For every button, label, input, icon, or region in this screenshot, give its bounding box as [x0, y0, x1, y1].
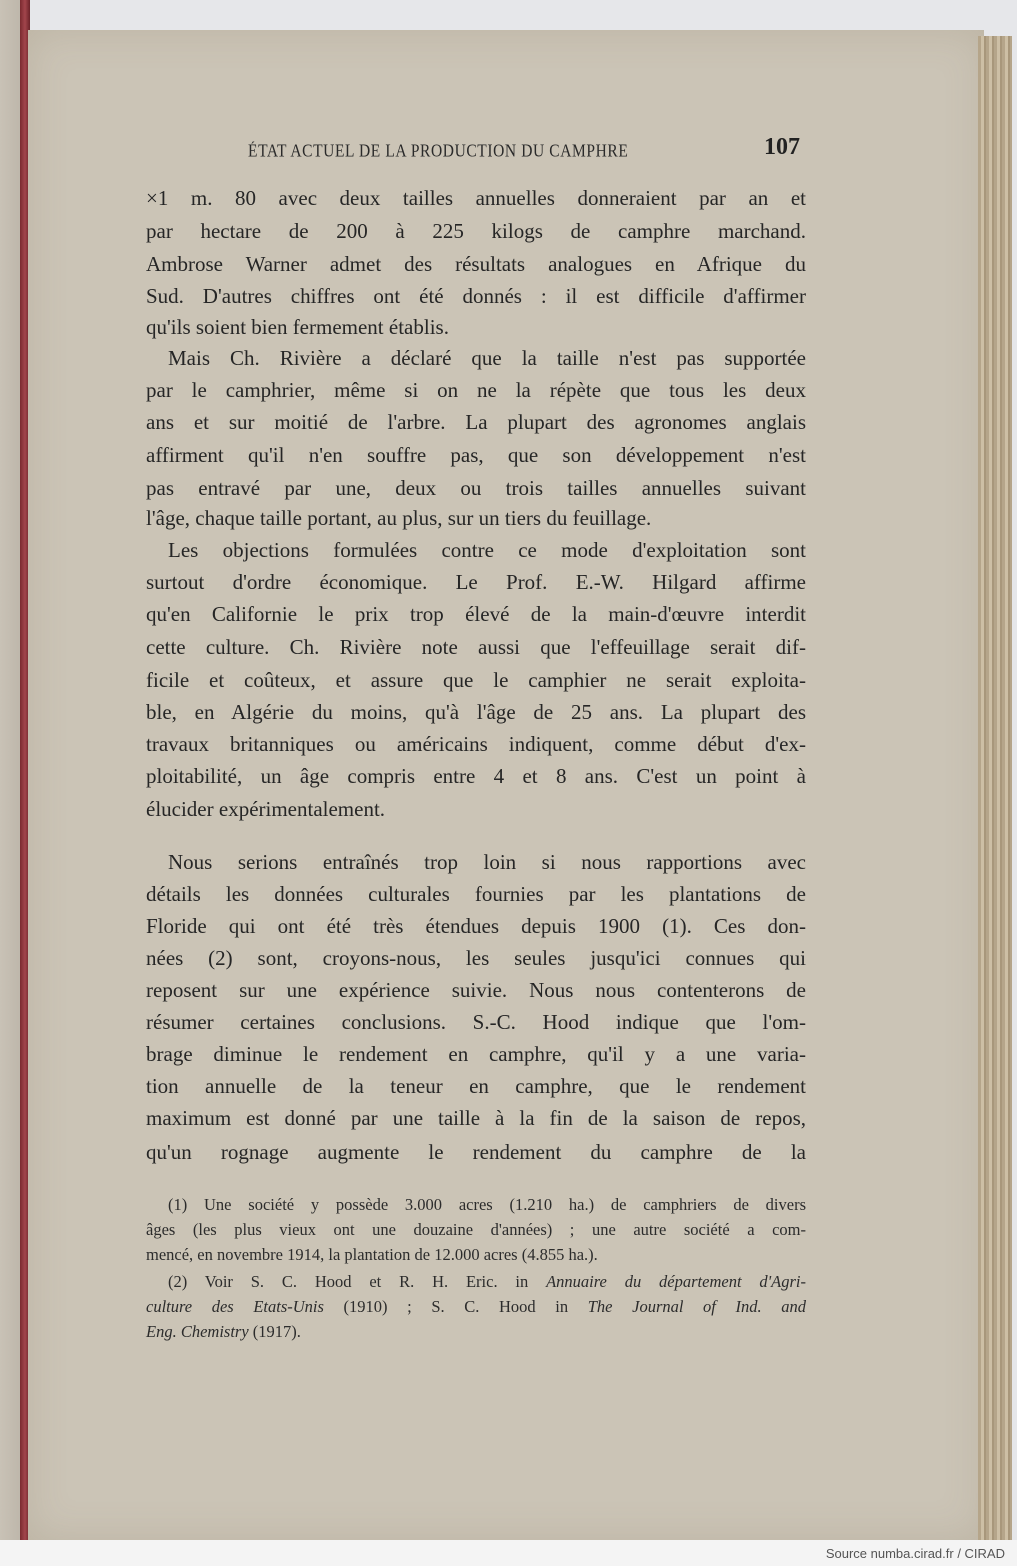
footnote-text: (1) Une société y possède 3.000 acres (1.210 ha.) de camphriers de divers — [168, 1195, 806, 1214]
text-line: ploitabilité, un âge compris entre 4 et 8 ans. C'est un point à — [146, 764, 806, 788]
facing-page-edge — [0, 0, 22, 1540]
text-line: Sud. D'autres chiffres ont été donnés : il est difficile d'affirmer — [146, 284, 806, 308]
text-line: qu'un rognage augmente le rendement du camphre de la — [146, 1140, 806, 1164]
footnote-line — [146, 1245, 806, 1265]
footnote-text: âges (les plus vieux ont une douzaine d'années) ; une autre société a com- — [146, 1220, 806, 1239]
footnote-line — [146, 1195, 806, 1215]
text-line: ×1 m. 80 avec deux tailles annuelles donneraient par an et — [146, 186, 806, 210]
footnote-line — [146, 1297, 806, 1317]
text-line: travaux britanniques ou américains indiquent, comme début d'ex- — [146, 732, 806, 756]
text-line: l'âge, chaque taille portant, au plus, sur un tiers du feuillage. — [146, 506, 652, 530]
text-line: maximum est donné par une taille à la fin de la saison de repos, — [146, 1106, 806, 1130]
text-line: détails les données culturales fournies par les plantations de — [146, 882, 806, 906]
text-line: nées (2) sont, croyons-nous, les seules jusqu'ici connues qui — [146, 946, 806, 970]
footnote-italic-text: culture des Etats-Unis — [146, 1297, 324, 1316]
text-line: par hectare de 200 à 225 kilogs de camphre marchand. — [146, 219, 806, 243]
source-credit: Source numba.cirad.fr / CIRAD — [825, 1546, 1005, 1561]
text-line: ans et sur moitié de l'arbre. La plupart des agronomes anglais — [146, 410, 806, 434]
text-line: Ambrose Warner admet des résultats analogues en Afrique du — [146, 252, 806, 276]
text-line: surtout d'ordre économique. Le Prof. E.-W. Hilgard affirme — [146, 570, 806, 594]
text-line: ble, en Algérie du moins, qu'à l'âge de 25 ans. La plupart des — [146, 700, 806, 724]
page-edges — [978, 36, 1012, 1540]
footnote-italic-text: Eng. Chemistry — [146, 1322, 249, 1341]
text-line: résumer certaines conclusions. S.-C. Hood indique que l'om- — [146, 1010, 806, 1034]
text-line: brage diminue le rendement en camphre, qu'il y a une varia- — [146, 1042, 806, 1066]
text-line: reposent sur une expérience suivie. Nous nous contenterons de — [146, 978, 806, 1002]
footnote-text: (2) Voir S. C. Hood et R. H. Eric. in — [168, 1272, 547, 1291]
text-line: Les objections formulées contre ce mode d'exploitation sont — [168, 538, 806, 562]
text-line: Nous serions entraînés trop loin si nous rapportions avec — [168, 850, 806, 874]
text-line: Floride qui ont été très étendues depuis 1900 (1). Ces don- — [146, 914, 806, 938]
text-line: pas entravé par une, deux ou trois tailles annuelles suivant — [146, 476, 806, 500]
footnote-line — [146, 1322, 806, 1342]
running-head: ÉTAT ACTUEL DE LA PRODUCTION DU CAMPHRE — [248, 141, 629, 162]
text-line: tion annuelle de la teneur en camphre, que le rendement — [146, 1074, 806, 1098]
text-line: par le camphrier, même si on ne la répète que tous les deux — [146, 378, 806, 402]
footnote-text: (1917). — [248, 1322, 301, 1341]
text-line: qu'ils soient bien fermement établis. — [146, 315, 449, 339]
footnote-line — [146, 1220, 806, 1240]
footnote-line — [146, 1272, 806, 1292]
page-number: 107 — [764, 134, 800, 160]
footnote-italic-text: Annuaire du département d'Agri- — [546, 1272, 806, 1291]
text-line: qu'en Californie le prix trop élevé de la main-d'œuvre interdit — [146, 602, 806, 626]
text-line: cette culture. Ch. Rivière note aussi que l'effeuillage serait dif- — [146, 635, 806, 659]
text-line: affirment qu'il n'en souffre pas, que son développement n'est — [146, 443, 806, 467]
text-line: Mais Ch. Rivière a déclaré que la taille n'est pas supportée — [168, 346, 806, 370]
text-line: ficile et coûteux, et assure que le camphier ne serait exploita- — [146, 668, 806, 692]
footnote-italic-text: The Journal of Ind. and — [587, 1297, 806, 1316]
footnote-text: (1910) ; S. C. Hood in — [323, 1297, 588, 1316]
footnote-text: mencé, en novembre 1914, la plantation de 12.000 acres (4.855 ha.). — [146, 1245, 598, 1264]
text-line: élucider expérimentalement. — [146, 797, 386, 821]
